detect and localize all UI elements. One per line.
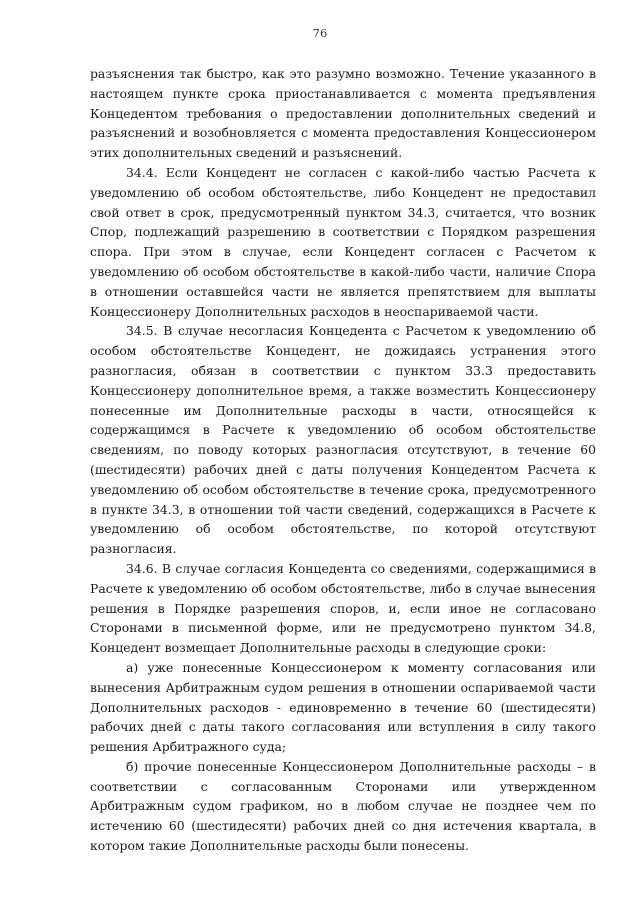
paragraph-continuation: разъяснения так быстро, как это разумно возможно. Течение указанного в настоящем пункте срока приостанавливается с момента предъявления Концедентом требования о предоставлении дополнительных сведений и разъяснений и возобновляется с момента предоставления Концессионером этих дополнительных сведений и разъяснений. bbox=[90, 66, 596, 161]
paragraph-34-6-b: б) прочие понесенные Концессионером Дополнительные расходы – в соответствии с согласованным Сторонами или утвержденном Арбитражным судом графиком, но в любом случае не позднее чем по истечению 60 (шестидесяти) рабочих дней со дня истечения квартала, в котором такие Дополнительные расходы были понесены. bbox=[90, 758, 596, 854]
paragraph-34-4: 34.4. Если Концедент не согласен с какой-либо частью Расчета к уведомлению об особом обстоятельстве, либо Концедент не предоставил свой ответ в срок, предусмотренный пунктом 34.3, считается, что возник Спор, подлежащий разрешению в соответствии с Порядком разрешения спора. При этом в случае, если Концедент согласен с Расчетом к уведомлению об особом обстоятельстве в какой-либо части, наличие Спора в отношении оставшейся части не является препятствием для выплаты Концессионеру Дополнительных расходов в неоспариваемой части. bbox=[90, 164, 596, 319]
page-number: 76 bbox=[312, 26, 328, 40]
paragraph-34-6: 34.6. В случае согласия Концедента со сведениями, содержащимися в Расчете к уведомлению об особом обстоятельстве, либо в случае вынесения решения в Порядке разрешения споров, и, если иное не согласовано Сторонами в письменной форме, или не предусмотрено пунктом 34.8, Концедент возмещает Дополнительные расходы в следующие сроки: bbox=[90, 560, 596, 656]
paragraph-34-6-a: а) уже понесенные Концессионером к моменту согласования или вынесения Арбитражным судом решения в отношении оспариваемой части Дополнительных расходов - единовременно в течение 60 (шестидесяти) рабочих дней с даты такого согласования или вступления в силу такого решения Арбитражного суда; bbox=[90, 659, 596, 755]
paragraph-34-5: 34.5. В случае несогласия Концедента с Расчетом к уведомлению об особом обстоятельстве Концедент, не дожидаясь устранения этого разногласия, обязан в соответствии с пунктом 33.3 предоставить Концессионеру дополнительное время, а также возместить Концессионеру понесенные им Дополнительные расходы в части, относящейся к содержащимся в Расчете к уведомлению об особом обстоятельстве сведениям, по поводу которых разногласия отсутствуют, в течение 60 (шестидесяти) рабочих дней с даты получения Концедентом Расчета к уведомлению об особом обстоятельстве в течение срока, предусмотренного в пункте 34.3, в отношении той части сведений, содержащихся в Расчете к уведомлению об особом обстоятельстве, по которой отсутствуют разногласия. bbox=[90, 323, 596, 557]
document-body bbox=[90, 64, 596, 856]
